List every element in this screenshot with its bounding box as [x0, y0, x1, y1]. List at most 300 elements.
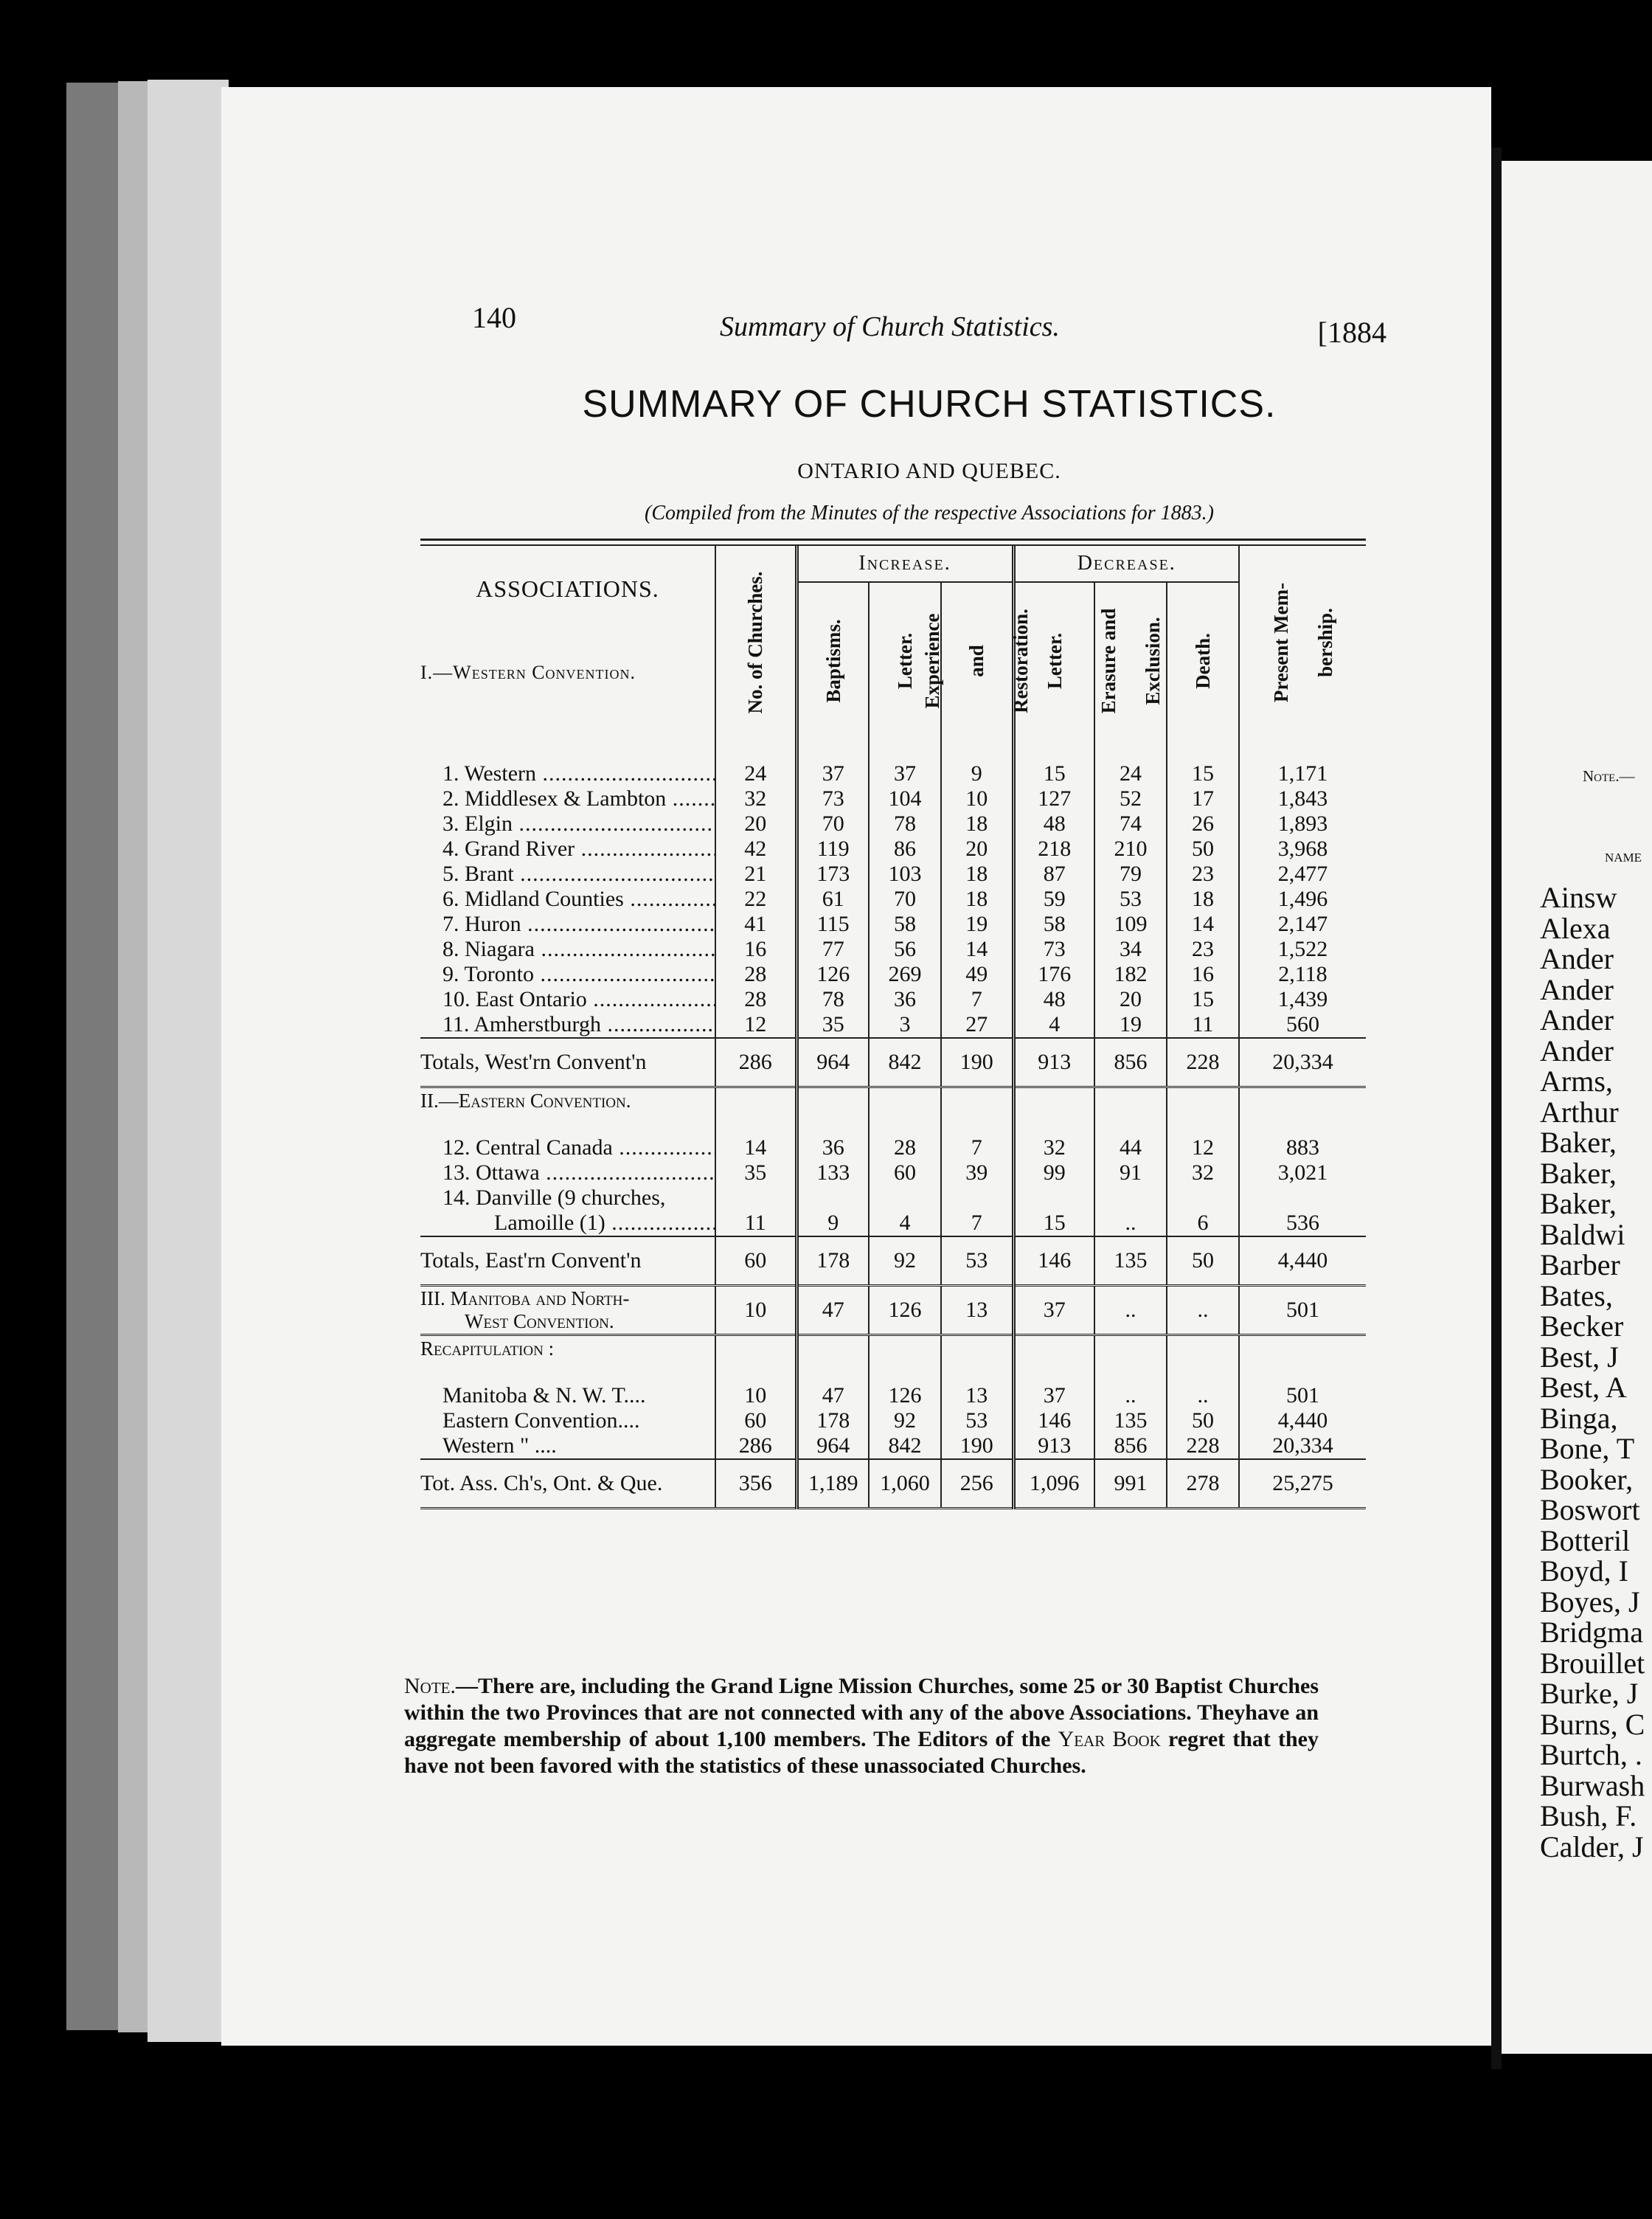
cell: 856 [1094, 1433, 1167, 1459]
right-name-entry: Arthur [1540, 1095, 1619, 1129]
section-title: Recapitulation : [420, 1337, 555, 1360]
row-name: Totals, East'rn Convent'n [420, 1248, 642, 1273]
cell: 842 [869, 1038, 941, 1087]
row-name: 8. Niagara [442, 937, 535, 961]
cell: 356 [715, 1459, 796, 1509]
cell: 52 [1094, 786, 1167, 811]
cell: 37 [1013, 1286, 1094, 1335]
cell: 42 [715, 837, 796, 862]
cell: 6 [1167, 1211, 1239, 1236]
cell: 70 [869, 887, 941, 912]
row-name: 12. Central Canada [442, 1135, 613, 1160]
cell [796, 1335, 869, 1362]
cell [1167, 1335, 1239, 1362]
cell: 286 [715, 1038, 796, 1087]
cell: 99 [1013, 1160, 1094, 1185]
cell: 109 [1094, 912, 1167, 937]
cell: 48 [1013, 987, 1094, 1012]
table-row [420, 1383, 1366, 1408]
cell: 146 [1013, 1408, 1094, 1433]
cell: 11 [715, 1211, 796, 1236]
cell: 10 [715, 1383, 796, 1408]
row-name: 6. Midland Counties [442, 887, 624, 911]
cell: 18 [941, 887, 1013, 912]
page-gutter [1491, 148, 1502, 2069]
right-name-entry: Becker [1540, 1309, 1624, 1343]
right-name-entry: Boyd, I [1540, 1554, 1628, 1588]
cell: 964 [796, 1433, 869, 1459]
cell: 126 [869, 1383, 941, 1408]
cell: 18 [1167, 887, 1239, 912]
cell [715, 1185, 796, 1211]
row-name: 2. Middlesex & Lambton [442, 786, 667, 811]
spacer-row [420, 1113, 1366, 1135]
cell: 178 [796, 1408, 869, 1433]
cell [869, 1087, 941, 1114]
cell [1167, 1185, 1239, 1211]
cell: 269 [869, 962, 941, 987]
cell: 28 [869, 1135, 941, 1160]
cell: 13 [941, 1286, 1013, 1335]
table-row [420, 837, 1366, 862]
cell: 501 [1239, 1286, 1366, 1335]
right-name-entry: Arms, [1540, 1065, 1613, 1098]
leader-dots [513, 811, 715, 836]
cell: 20,334 [1239, 1038, 1366, 1087]
cell: 23 [1167, 862, 1239, 887]
cell: 178 [796, 1236, 869, 1286]
section-row [420, 1087, 1366, 1114]
right-name-entry: Boswort [1540, 1493, 1640, 1526]
cell: 2,147 [1239, 912, 1366, 937]
cell: 176 [1013, 962, 1094, 987]
book-edge-light [148, 80, 229, 2042]
cell: 47 [796, 1286, 869, 1335]
cell: 70 [796, 811, 869, 837]
cell: 36 [796, 1135, 869, 1160]
cell: 1,843 [1239, 786, 1366, 811]
book-edge-dark [66, 83, 118, 2030]
cell [715, 1087, 796, 1114]
statistics-table [420, 546, 1366, 1509]
right-name-entry: Ander [1540, 1034, 1614, 1067]
cell: 1,439 [1239, 987, 1366, 1012]
cell: 119 [796, 837, 869, 862]
note-text-2: regret that they have not been favored with the statistics of these unassociated Churches. [404, 1727, 1319, 1778]
cell: 78 [869, 811, 941, 837]
right-name-entry: Boyes, J [1540, 1585, 1640, 1619]
table-row [420, 1135, 1366, 1160]
cell: 9 [941, 761, 1013, 786]
increase-header: Increase. [796, 546, 1013, 582]
cell [869, 1113, 941, 1135]
table-row [420, 1433, 1366, 1459]
grand-total-row [420, 1459, 1366, 1509]
right-name-entry: Best, A [1540, 1371, 1627, 1404]
cell: 49 [941, 962, 1013, 987]
cell: 842 [869, 1433, 941, 1459]
cell: 104 [869, 786, 941, 811]
cell: 58 [869, 912, 941, 937]
cell: .. [1167, 1286, 1239, 1335]
cell: 133 [796, 1160, 869, 1185]
right-name-entry: Bone, T [1540, 1432, 1635, 1465]
row-label [420, 837, 715, 862]
cell [796, 1087, 869, 1114]
cell: 53 [941, 1408, 1013, 1433]
decrease-header: Decrease. [1013, 546, 1239, 582]
row-name: 11. Amherstburgh [442, 1012, 601, 1036]
cell: 20,334 [1239, 1433, 1366, 1459]
leader-dots [540, 1160, 715, 1185]
cell [1013, 1087, 1094, 1114]
cell: 47 [796, 1383, 869, 1408]
cell [1167, 1361, 1239, 1383]
cell: 58 [1013, 912, 1094, 937]
cell: 15 [1013, 1211, 1094, 1236]
cell: 182 [1094, 962, 1167, 987]
cell [715, 739, 796, 761]
cell [1094, 1335, 1167, 1362]
right-name-entry: Bush, F. [1540, 1799, 1637, 1832]
right-name-entry: Booker, [1540, 1462, 1634, 1496]
cell: 964 [796, 1038, 869, 1087]
cell: 20 [941, 837, 1013, 862]
cell: 286 [715, 1433, 796, 1459]
cell: 50 [1167, 837, 1239, 862]
cell: 103 [869, 862, 941, 887]
cell: 22 [715, 887, 796, 912]
table-top-rule [420, 539, 1366, 546]
cell: .. [1167, 1383, 1239, 1408]
leader-dots [605, 1211, 715, 1235]
book-edge-mid [118, 81, 148, 2032]
row-label [420, 1236, 715, 1286]
right-page [1502, 161, 1652, 2054]
cell: 60 [715, 1408, 796, 1433]
cell: 48 [1013, 811, 1094, 837]
leader-dots [624, 887, 715, 911]
cell [1094, 739, 1167, 761]
table-row [420, 1185, 1366, 1211]
cell: 53 [941, 1236, 1013, 1286]
cell: 126 [796, 962, 869, 987]
table-row [420, 786, 1366, 811]
table-row [420, 1408, 1366, 1433]
cell: 15 [1167, 987, 1239, 1012]
cell: 44 [1094, 1135, 1167, 1160]
cell: 77 [796, 937, 869, 962]
cell: 228 [1167, 1038, 1239, 1087]
row-name: 14. Danville (9 churches, [442, 1185, 666, 1210]
row-label [420, 1113, 715, 1135]
cell: 18 [941, 862, 1013, 887]
running-head [472, 297, 1386, 349]
table-row [420, 887, 1366, 912]
cell [941, 1185, 1013, 1211]
cell: 4,440 [1239, 1236, 1366, 1286]
cell: 2,477 [1239, 862, 1366, 887]
row-label [420, 1383, 715, 1408]
cell: 50 [1167, 1408, 1239, 1433]
row-label [420, 1286, 715, 1335]
cell: 28 [715, 962, 796, 987]
right-name-entry: Best, J [1540, 1340, 1619, 1374]
cell: .. [1094, 1383, 1167, 1408]
cell [1167, 739, 1239, 761]
row-label [420, 786, 715, 811]
cell: 23 [1167, 937, 1239, 962]
table-row [420, 937, 1366, 962]
cell [1013, 1361, 1094, 1383]
leader-dots [575, 837, 715, 861]
cell [1167, 1087, 1239, 1114]
cell: 210 [1094, 837, 1167, 862]
cell: 16 [1167, 962, 1239, 987]
row-label [420, 739, 715, 761]
row-label [420, 1012, 715, 1038]
cell: 913 [1013, 1038, 1094, 1087]
cell [1013, 1185, 1094, 1211]
cell: 3 [869, 1012, 941, 1038]
cell: 135 [1094, 1408, 1167, 1433]
cell: 1,496 [1239, 887, 1366, 912]
cell [715, 1113, 796, 1135]
section-title: II.—Eastern Convention. [420, 1090, 631, 1112]
row-name: Lamoille (1) [494, 1211, 605, 1235]
cell: 7 [941, 1135, 1013, 1160]
leader-dots [601, 1012, 715, 1036]
row-name: 4. Grand River [442, 837, 575, 861]
cell: .. [1094, 1286, 1167, 1335]
cell: 2,118 [1239, 962, 1366, 987]
cell: 12 [715, 1012, 796, 1038]
running-year: [1884 [1317, 316, 1386, 349]
cell: 127 [1013, 786, 1094, 811]
cell: 12 [1167, 1135, 1239, 1160]
row-name: 10. East Ontario [442, 987, 587, 1011]
cell [796, 1185, 869, 1211]
row-name: Manitoba & N. W. T.... [442, 1383, 646, 1408]
cell: 24 [715, 761, 796, 786]
cell [941, 1087, 1013, 1114]
cell [1239, 1113, 1366, 1135]
western-section-title: I.—Western Convention. [420, 662, 636, 683]
cell: 190 [941, 1433, 1013, 1459]
cell: 74 [1094, 811, 1167, 837]
cell [941, 739, 1013, 761]
col-baptisms: Baptisms. [796, 582, 869, 739]
right-name-entry: Calder, J [1540, 1829, 1644, 1863]
row-label [420, 1135, 715, 1160]
leader-dots [535, 937, 715, 961]
cell: 856 [1094, 1038, 1167, 1087]
cell: 73 [1013, 937, 1094, 962]
table-row [420, 962, 1366, 987]
cell: 501 [1239, 1383, 1366, 1408]
cell [1094, 1113, 1167, 1135]
right-name-entry: Alexa [1540, 911, 1611, 945]
row-label [420, 1408, 715, 1433]
right-name-entry: Burke, J [1540, 1677, 1639, 1710]
cell [1167, 1113, 1239, 1135]
statistics-table-wrap [420, 539, 1366, 1509]
section-row [420, 1335, 1366, 1362]
right-header-fragment: NAME [1605, 851, 1642, 865]
cell: 21 [715, 862, 796, 887]
cell: 24 [1094, 761, 1167, 786]
cell: 92 [869, 1408, 941, 1433]
cell: 20 [715, 811, 796, 837]
associations-header-label: ASSOCIATIONS. [476, 575, 659, 602]
right-name-entry: Baker, [1540, 1187, 1617, 1220]
cell: 15 [1167, 761, 1239, 786]
spacer-row [420, 739, 1366, 761]
row-label [420, 987, 715, 1012]
cell: 3,021 [1239, 1160, 1366, 1185]
cell: 14 [1167, 912, 1239, 937]
cell: 11 [1167, 1012, 1239, 1038]
right-name-entry: Barber [1540, 1248, 1620, 1281]
cell: 536 [1239, 1211, 1366, 1236]
cell: 61 [796, 887, 869, 912]
cell [796, 1113, 869, 1135]
cell: 913 [1013, 1433, 1094, 1459]
col-letter-out: Letter. [1013, 582, 1094, 739]
right-name-entry: Burtch, . [1540, 1738, 1642, 1771]
cell: 256 [941, 1459, 1013, 1509]
cell [1094, 1361, 1167, 1383]
cell: 20 [1094, 987, 1167, 1012]
right-name-entry: Burns, C [1540, 1707, 1645, 1741]
cell: 560 [1239, 1012, 1366, 1038]
row-name: 5. Brant [442, 862, 514, 886]
cell [941, 1335, 1013, 1362]
right-name-entry: Bridgma [1540, 1616, 1643, 1649]
col-letter-in: Letter. [869, 582, 941, 739]
row-name: Eastern Convention.... [442, 1408, 640, 1433]
cell: 16 [715, 937, 796, 962]
cell: 17 [1167, 786, 1239, 811]
row-name: 3. Elgin [442, 811, 513, 836]
note-text-1: —There are, including the Grand Ligne Mission Churches, some 25 or 30 Baptist Churches within the two Provinces that are not connected with any of the above Associations. Theyhave an aggregate membership of about 1,100 members. The Editors of the [404, 1674, 1319, 1751]
cell [869, 1185, 941, 1211]
table-row [420, 811, 1366, 837]
cell: 25,275 [1239, 1459, 1366, 1509]
col-churches: No. of Churches. [715, 546, 796, 739]
page-number: 140 [472, 301, 516, 334]
cell [1094, 1087, 1167, 1114]
row-label [420, 1361, 715, 1383]
table-row [420, 1160, 1366, 1185]
cell: 10 [941, 786, 1013, 811]
cell [941, 1113, 1013, 1135]
row-label [420, 862, 715, 887]
right-name-entry: Brouillet [1540, 1646, 1645, 1680]
cell: 1,893 [1239, 811, 1366, 837]
cell: 115 [796, 912, 869, 937]
cell: 91 [1094, 1160, 1167, 1185]
cell: 19 [1094, 1012, 1167, 1038]
cell [715, 1361, 796, 1383]
cell: 135 [1094, 1236, 1167, 1286]
cell: 32 [715, 786, 796, 811]
cell [869, 1335, 941, 1362]
cell: 14 [941, 937, 1013, 962]
row-label [420, 1087, 715, 1114]
cell: 3,968 [1239, 837, 1366, 862]
right-name-entry: Ander [1540, 942, 1614, 975]
cell [1239, 1361, 1366, 1383]
cell: 39 [941, 1160, 1013, 1185]
page-subtitle: ONTARIO AND QUEBEC. [797, 459, 1061, 483]
cell: 35 [715, 1160, 796, 1185]
right-name-entry: Botteril [1540, 1523, 1631, 1557]
row-name: Totals, West'rn Convent'n [420, 1050, 647, 1074]
leader-dots [666, 786, 715, 811]
cell: 13 [941, 1383, 1013, 1408]
leader-dots [521, 912, 715, 936]
cell: 218 [1013, 837, 1094, 862]
cell: 92 [869, 1236, 941, 1286]
running-title: Summary of Church Statistics. [720, 311, 1060, 342]
note-lead: Note. [404, 1674, 456, 1698]
col-death: Death. [1167, 582, 1239, 739]
cell [941, 1361, 1013, 1383]
cell: 79 [1094, 862, 1167, 887]
cell: 53 [1094, 887, 1167, 912]
row-label [420, 962, 715, 987]
right-name-list [1540, 882, 1645, 1862]
cell: 87 [1013, 862, 1094, 887]
cell: 35 [796, 1012, 869, 1038]
cell: 1,171 [1239, 761, 1366, 786]
row-name: 9. Toronto [442, 962, 535, 986]
leader-dots [514, 862, 715, 886]
cell: 32 [1013, 1135, 1094, 1160]
total-row-western [420, 1038, 1366, 1087]
cell: 27 [941, 1012, 1013, 1038]
row-label [420, 1211, 715, 1236]
cell: 18 [941, 811, 1013, 837]
right-name-entry: Baker, [1540, 1156, 1617, 1190]
cell: 146 [1013, 1236, 1094, 1286]
row-name: Western " .... [442, 1433, 557, 1458]
cell: 26 [1167, 811, 1239, 837]
table-row [420, 1211, 1366, 1236]
col-erasure: Erasure and Exclusion. [1094, 582, 1167, 739]
cell: 4 [869, 1211, 941, 1236]
row-label [420, 1038, 715, 1087]
cell: 56 [869, 937, 941, 962]
cell: 991 [1094, 1459, 1167, 1509]
cell [1239, 739, 1366, 761]
right-note-fragment: Note.— [1583, 767, 1635, 785]
leader-dots [613, 1135, 715, 1160]
cell: .. [1094, 1211, 1167, 1236]
cell: 37 [869, 761, 941, 786]
cell: 32 [1167, 1160, 1239, 1185]
cell: 7 [941, 1211, 1013, 1236]
section-title: West Convention. [465, 1310, 614, 1332]
right-name-entry: Ander [1540, 972, 1614, 1006]
table-row [420, 862, 1366, 887]
cell [796, 739, 869, 761]
table-row [420, 987, 1366, 1012]
cell [1013, 1335, 1094, 1362]
row-label [420, 811, 715, 837]
right-name-entry: Ander [1540, 1003, 1614, 1036]
